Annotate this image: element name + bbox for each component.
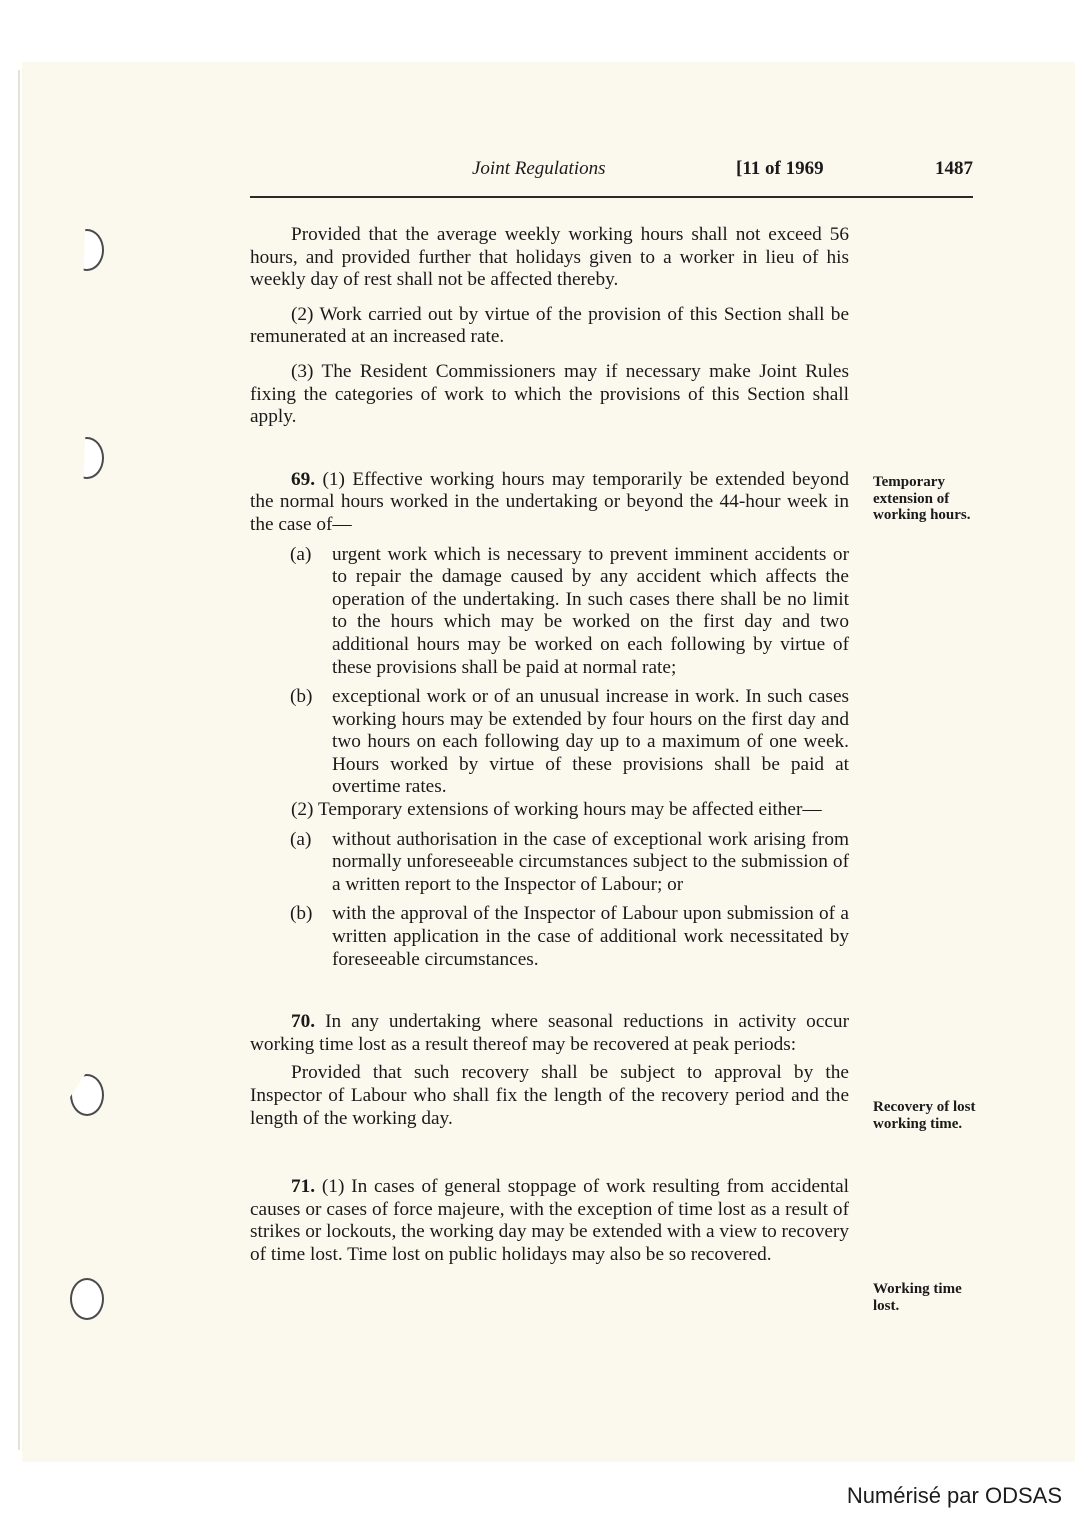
section-69-item	[250, 544, 849, 680]
margin-note-section-70: Recovery of lost working time.	[873, 1099, 976, 1132]
section-70-body: In any undertaking where seasonal reductions in activity occur working time lost as a result thereof may be recovered at peak periods:	[250, 1011, 849, 1055]
section-spacer	[250, 971, 849, 1011]
item-text: exceptional work or of an unusual increase in work. In such cases working hours may be extended by four hours on the first day and two hours on each following day up to a maximum of one week. Hours worked by virtue of these provisions shall be paid at overtime rates.	[332, 686, 849, 798]
margin-note-section-69: Temporary extension of working hours.	[873, 474, 971, 523]
header-act-reference: [11 of 1969	[736, 158, 824, 179]
item-label: (a)	[290, 828, 312, 850]
section-69-item	[250, 829, 849, 897]
section-70-proviso: Provided that such recovery shall be subject to approval by the Inspector of Labour who shall fix the length of the recovery period and the length of the working day.	[250, 1062, 849, 1129]
running-header	[250, 158, 973, 184]
section-71-number: 71.	[291, 1176, 316, 1198]
page-number: 1487	[935, 158, 973, 179]
continuation-proviso: Provided that the average weekly working hours shall not exceed 56 hours, and provided further that holidays given to a worker in lieu of his weekly day of rest shall not be affected thereby.	[250, 224, 849, 291]
section-spacer	[250, 1130, 849, 1176]
item-text: without authorisation in the case of exceptional work arising from normally unforeseeable circumstances subject to the submission of a written report to the Inspector of Labour; or	[332, 828, 849, 895]
section-spacer	[250, 429, 849, 469]
section-71-body: (1) In cases of general stoppage of work resulting from accidental causes or cases of force majeure, with the exception of time lost as a result of strikes or lockouts, the working day may be extended with a view to recovery of time lost. Time lost on public holidays may also be so recovered.	[250, 1176, 849, 1265]
punch-hole	[70, 1278, 104, 1320]
section-69-item	[250, 903, 849, 971]
section-70-number: 70.	[291, 1011, 316, 1033]
document-body	[250, 224, 849, 1267]
section-69-item	[250, 686, 849, 799]
continuation-subsection-2: (2) Work carried out by virtue of the provision of this Section shall be remunerated at an increased rate.	[250, 303, 849, 348]
section-69-subsection-1-text: (1) Effective working hours may temporarily be extended beyond the normal hours worked in the undertaking or beyond the 44-hour week in the case of—	[250, 468, 849, 535]
section-69-subsection-2: (2) Temporary extensions of working hours may be affected either—	[291, 799, 822, 821]
margin-note-section-71: Working time lost.	[873, 1281, 962, 1314]
item-label: (a)	[290, 543, 312, 565]
section-70-text	[250, 1011, 849, 1056]
item-label: (b)	[290, 903, 313, 925]
item-label: (b)	[290, 686, 313, 708]
sheet-edge	[18, 70, 20, 1450]
item-text: urgent work which is necessary to prevent imminent accidents or to repair the damage caused by any accident which affects the operation of the undertaking. In such cases there shall be no limit to the hours which may be worked on the first day and two additional hours may be worked on each following by virtue of these provisions shall be paid at normal rate;	[332, 543, 849, 678]
header-rule	[250, 196, 973, 198]
continuation-subsection-3: (3) The Resident Commissioners may if necessary make Joint Rules fixing the categories of work to which the provisions of this Section shall apply.	[250, 360, 849, 428]
header-title: Joint Regulations	[472, 158, 606, 179]
item-text: with the approval of the Inspector of Labour upon submission of a written application in the case of additional work necessitated by foreseeable circumstances.	[332, 903, 849, 970]
section-69-subsection-1	[250, 469, 849, 537]
digitization-watermark: Numérisé par ODSAS	[846, 1483, 1062, 1508]
section-69-number: 69.	[291, 468, 316, 490]
section-71-text	[250, 1176, 849, 1266]
